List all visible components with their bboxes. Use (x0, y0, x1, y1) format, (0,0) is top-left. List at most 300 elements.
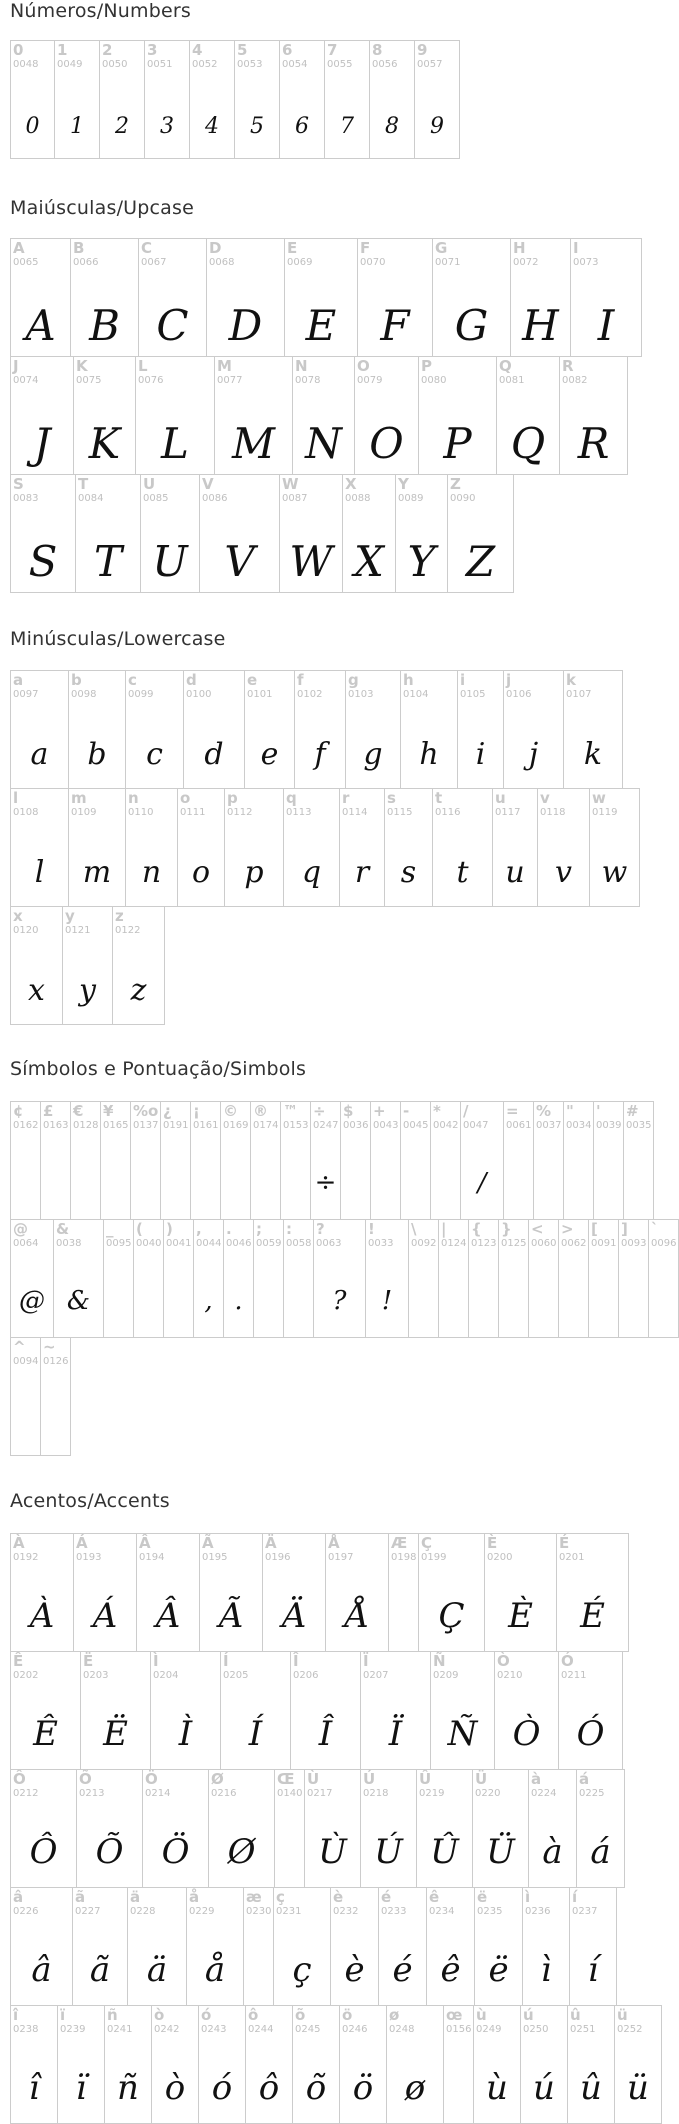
glyph-code-label: 0037 (536, 1120, 562, 1131)
glyph-character-label: 1 (57, 41, 68, 59)
glyph-cell (76, 1769, 143, 1888)
glyph-cell (324, 40, 370, 159)
glyph-sample: 5 (250, 114, 264, 139)
glyph-code-label: 0098 (71, 689, 97, 700)
glyph-cell (68, 670, 126, 789)
glyph-sample: Ï (388, 1714, 403, 1754)
glyph-character-label: à (531, 1770, 542, 1788)
glyph-cell (520, 2005, 568, 2124)
glyph-sample: 4 (205, 114, 219, 139)
glyph-cell (563, 1101, 594, 1220)
section-title-symbols: Símbolos e Pontuação/Simbols (10, 1058, 307, 1080)
glyph-sample: î (28, 2068, 40, 2108)
glyph-character-label: Ú (363, 1770, 376, 1788)
glyph-character-label: Z (450, 475, 461, 493)
glyph-character-label: m (71, 789, 87, 807)
glyph-sample: ê (440, 1950, 461, 1990)
glyph-code-label: 0205 (223, 1670, 249, 1681)
glyph-cell (570, 238, 642, 357)
glyph-cell (558, 1651, 623, 1770)
glyph-code-label: 0238 (13, 2024, 39, 2035)
glyph-cell (40, 1337, 71, 1456)
glyph-cell (354, 356, 419, 475)
glyph-code-label: 0123 (471, 1238, 497, 1249)
glyph-sample: c (146, 737, 163, 772)
glyph-code-label: 0165 (103, 1120, 129, 1131)
glyph-code-label: 0097 (13, 689, 39, 700)
glyph-sample: Í (248, 1714, 263, 1754)
glyph-character-label: _ (106, 1220, 114, 1238)
glyph-character-label: S (13, 475, 24, 493)
glyph-sample: Â (155, 1596, 181, 1636)
glyph-sample: Û (430, 1832, 459, 1872)
glyph-cell (558, 1219, 589, 1338)
glyph-cell (325, 1533, 389, 1652)
glyph-character-label: " (566, 1102, 574, 1120)
glyph-character-label: %o (133, 1102, 159, 1120)
glyph-sample: a (30, 737, 49, 772)
glyph-cell (193, 1219, 224, 1338)
glyph-cell (430, 1651, 495, 1770)
glyph-sample: õ (305, 2068, 327, 2108)
glyph-code-label: 0161 (193, 1120, 219, 1131)
glyph-character-label: x (13, 907, 23, 925)
glyph-sample: Ã (218, 1596, 244, 1636)
glyph-sample: Õ (95, 1832, 124, 1872)
glyph-character-label: å (189, 1888, 200, 1906)
glyph-sample: . (234, 1286, 243, 1316)
glyph-sample: J (33, 419, 51, 468)
glyph-character-label: Q (499, 357, 512, 375)
glyph-code-label: 0162 (13, 1120, 39, 1131)
glyph-character-label: Í (223, 1652, 229, 1670)
glyph-character-label: 3 (147, 41, 158, 59)
glyph-character-label: ñ (107, 2006, 118, 2024)
glyph-cell (214, 356, 293, 475)
glyph-character-label: 4 (192, 41, 203, 59)
glyph-code-label: 0038 (56, 1238, 82, 1249)
glyph-character-label: È (487, 1534, 498, 1552)
glyph-character-label: ö (342, 2006, 353, 2024)
glyph-code-label: 0197 (328, 1552, 354, 1563)
glyph-character-label: ( (136, 1220, 143, 1238)
glyph-character-label: h (403, 671, 414, 689)
glyph-sample: 8 (385, 114, 399, 139)
glyph-code-label: 0091 (591, 1238, 617, 1249)
glyph-code-label: 0070 (360, 257, 386, 268)
glyph-sample: d (204, 737, 224, 772)
glyph-character-label: 8 (372, 41, 383, 59)
glyph-character-label: ó (201, 2006, 212, 2024)
glyph-code-label: 0111 (180, 807, 206, 818)
glyph-character-label: E (287, 239, 298, 257)
glyph-character-label: 2 (102, 41, 113, 59)
glyph-code-label: 0051 (147, 59, 173, 70)
glyph-code-label: 0156 (446, 2024, 472, 2035)
glyph-code-label: 0247 (313, 1120, 339, 1131)
glyph-code-label: 0194 (139, 1552, 165, 1563)
glyph-character-label: ø (389, 2006, 400, 2024)
glyph-code-label: 0116 (435, 807, 461, 818)
glyph-cell (199, 1533, 263, 1652)
glyph-cell (125, 788, 178, 907)
glyph-cell (54, 40, 100, 159)
glyph-character-label: Õ (79, 1770, 92, 1788)
glyph-code-label: 0035 (626, 1120, 652, 1131)
glyph-character-label: k (566, 671, 576, 689)
glyph-character-label: f (297, 671, 304, 689)
glyph-cell (10, 1769, 77, 1888)
glyph-cell (10, 1337, 41, 1456)
glyph-character-label: © (223, 1102, 238, 1120)
glyph-code-label: 0137 (133, 1120, 159, 1131)
glyph-sample: p (244, 855, 264, 890)
glyph-code-label: 0064 (13, 1238, 39, 1249)
glyph-cell (199, 474, 280, 593)
glyph-character-label: W (282, 475, 299, 493)
glyph-character-label: X (345, 475, 357, 493)
glyph-sample: C (156, 301, 189, 350)
glyph-character-label: j (506, 671, 512, 689)
glyph-cell (220, 1101, 251, 1220)
glyph-character-label: / (463, 1102, 469, 1120)
glyph-code-label: 0220 (475, 1788, 501, 1799)
glyph-cell (151, 2005, 199, 2124)
glyph-sample: 3 (160, 114, 174, 139)
glyph-cell (136, 1533, 200, 1652)
glyph-sample: 6 (295, 114, 309, 139)
glyph-code-label: 0163 (43, 1120, 69, 1131)
glyph-character-label: ; (256, 1220, 262, 1238)
glyph-code-label: 0227 (75, 1906, 101, 1917)
glyph-sample: ô (258, 2068, 280, 2108)
glyph-character-label: J (13, 357, 19, 375)
glyph-code-label: 0059 (256, 1238, 282, 1249)
glyph-cell (189, 40, 235, 159)
glyph-code-label: 0046 (226, 1238, 252, 1249)
glyph-character-label: ü (617, 2006, 628, 2024)
glyph-character-label: y (65, 907, 75, 925)
glyph-cell (339, 788, 385, 907)
glyph-code-label: 0104 (403, 689, 429, 700)
glyph-sample: û (580, 2068, 602, 2108)
glyph-character-label: c (128, 671, 137, 689)
glyph-sample: & (66, 1286, 91, 1316)
glyph-code-label: 0224 (531, 1788, 557, 1799)
glyph-cell (503, 1101, 534, 1220)
glyph-cell (75, 474, 141, 593)
glyph-character-label: Ë (83, 1652, 94, 1670)
glyph-sample: B (89, 301, 120, 350)
glyph-code-label: 0072 (513, 257, 539, 268)
glyph-code-label: 0094 (13, 1356, 39, 1367)
section-title-numbers: Números/Numbers (10, 0, 191, 22)
glyph-code-label: 0087 (282, 493, 308, 504)
glyph-sample: Î (318, 1714, 333, 1754)
glyph-cell (10, 356, 74, 475)
glyph-cell (457, 670, 504, 789)
glyph-code-label: 0213 (79, 1788, 105, 1799)
glyph-code-label: 0212 (13, 1788, 39, 1799)
glyph-sample: ö (352, 2068, 374, 2108)
glyph-code-label: 0108 (13, 807, 39, 818)
glyph-sample: R (577, 419, 610, 468)
glyph-code-label: 0234 (429, 1906, 455, 1917)
glyph-code-label: 0120 (13, 925, 39, 936)
glyph-code-label: 0229 (189, 1906, 215, 1917)
glyph-code-label: 0060 (531, 1238, 557, 1249)
glyph-character-label: . (226, 1220, 232, 1238)
glyph-character-label: l (13, 789, 19, 807)
glyph-sample: ú (533, 2068, 555, 2108)
glyph-cell (112, 906, 165, 1025)
glyph-sample: x (28, 973, 45, 1008)
glyph-sample: ì (540, 1950, 552, 1990)
glyph-character-label: @ (13, 1220, 28, 1238)
glyph-cell (142, 1769, 209, 1888)
glyph-character-label: Á (76, 1534, 88, 1552)
glyph-cell (345, 670, 401, 789)
glyph-sample: Ö (161, 1832, 190, 1872)
glyph-sample: 0 (25, 114, 40, 139)
glyph-character-label: L (138, 357, 148, 375)
glyph-cell (283, 788, 340, 907)
glyph-sample: v (555, 855, 572, 890)
glyph-cell (496, 356, 560, 475)
glyph-character-label: ë (477, 1888, 488, 1906)
glyph-cell (426, 1887, 475, 2006)
glyph-code-label: 0118 (540, 807, 566, 818)
glyph-code-label: 0112 (227, 807, 253, 818)
glyph-code-label: 0237 (572, 1906, 598, 1917)
glyph-character-label: % (536, 1102, 552, 1120)
glyph-sample: Ó (576, 1714, 605, 1754)
glyph-cell (72, 1887, 128, 2006)
glyph-code-label: 0052 (192, 59, 218, 70)
glyph-sample: Ø (227, 1832, 256, 1872)
glyph-cell (494, 1651, 559, 1770)
glyph-code-label: 0236 (525, 1906, 551, 1917)
glyph-cell (100, 1101, 131, 1220)
glyph-character-label: ò (154, 2006, 165, 2024)
glyph-code-label: 0245 (295, 2024, 321, 2035)
glyph-character-label: Ù (307, 1770, 320, 1788)
glyph-code-label: 0239 (60, 2024, 86, 2035)
glyph-cell (460, 1101, 504, 1220)
glyph-cell (533, 1101, 564, 1220)
glyph-cell (53, 1219, 104, 1338)
glyph-cell (623, 1101, 654, 1220)
glyph-character-label: ^ (13, 1338, 26, 1356)
glyph-cell (492, 788, 538, 907)
glyph-code-label: 0231 (276, 1906, 302, 1917)
glyph-cell (280, 1101, 311, 1220)
glyph-cell (290, 1651, 361, 1770)
glyph-sample: k (583, 737, 603, 772)
glyph-cell (125, 670, 184, 789)
glyph-cell (70, 1101, 101, 1220)
glyph-code-label: 0225 (579, 1788, 605, 1799)
glyph-cell (340, 1101, 371, 1220)
glyph-sample: ë (488, 1950, 509, 1990)
glyph-cell (342, 474, 396, 593)
glyph-cell (70, 238, 139, 357)
glyph-cell (10, 2005, 58, 2124)
glyph-cell (130, 1101, 161, 1220)
glyph-cell (468, 1219, 499, 1338)
glyph-character-label: ] (621, 1220, 628, 1238)
glyph-cell (569, 1887, 617, 2006)
glyph-cell (57, 2005, 105, 2124)
glyph-cell (567, 2005, 615, 2124)
glyph-code-label: 0045 (403, 1120, 429, 1131)
glyph-code-label: 0117 (495, 807, 521, 818)
glyph-cell (388, 1533, 419, 1652)
glyph-character-label: r (342, 789, 350, 807)
glyph-sample: 1 (70, 114, 84, 139)
glyph-character-label: H (513, 239, 526, 257)
glyph-character-label: ® (253, 1102, 268, 1120)
glyph-cell (369, 40, 415, 159)
glyph-character-label: Ì (153, 1652, 159, 1670)
glyph-code-label: 0063 (316, 1238, 342, 1249)
glyph-sample: I (597, 301, 615, 350)
glyph-sample: P (443, 419, 472, 468)
glyph-character-label: U (143, 475, 156, 493)
glyph-sample: ? (332, 1286, 347, 1316)
glyph-cell (40, 1101, 71, 1220)
glyph-code-label: 0210 (497, 1670, 523, 1681)
glyph-character-label: À (13, 1534, 25, 1552)
glyph-sample: t (456, 855, 469, 890)
glyph-cell (438, 1219, 469, 1338)
glyph-cell (443, 2005, 474, 2124)
glyph-code-label: 0083 (13, 493, 39, 504)
glyph-character-label: Û (419, 1770, 432, 1788)
glyph-code-label: 0054 (282, 59, 308, 70)
glyph-code-label: 0078 (295, 375, 321, 386)
glyph-code-label: 0203 (83, 1670, 109, 1681)
glyph-sample: , (204, 1286, 213, 1316)
glyph-cell (198, 2005, 246, 2124)
glyph-sample: D (228, 301, 263, 350)
glyph-cell (73, 356, 136, 475)
glyph-sample: W (289, 537, 333, 586)
glyph-code-label: 0204 (153, 1670, 179, 1681)
glyph-cell (473, 2005, 521, 2124)
glyph-code-label: 0042 (433, 1120, 459, 1131)
glyph-cell (360, 1651, 431, 1770)
glyph-sample: Ç (438, 1596, 465, 1636)
glyph-sample: Z (465, 537, 496, 586)
glyph-character-label: Y (398, 475, 409, 493)
glyph-code-label: 0201 (559, 1552, 585, 1563)
glyph-cell (223, 1219, 254, 1338)
glyph-character-label: ¿ (163, 1102, 172, 1120)
glyph-cell (472, 1769, 529, 1888)
glyph-sample: Á (92, 1596, 118, 1636)
glyph-code-label: 0192 (13, 1552, 39, 1563)
glyph-character-label: [ (591, 1220, 598, 1238)
glyph-code-label: 0077 (217, 375, 243, 386)
glyph-character-label: - (403, 1102, 410, 1120)
glyph-character-label: & (56, 1220, 70, 1238)
glyph-code-label: 0076 (138, 375, 164, 386)
glyph-character-label: æ (246, 1888, 262, 1906)
glyph-sample: Ä (281, 1596, 307, 1636)
glyph-character-label: 7 (327, 41, 338, 59)
glyph-character-label: Ô (13, 1770, 26, 1788)
glyph-character-label: b (71, 671, 82, 689)
glyph-sample: à (542, 1832, 563, 1872)
glyph-sample: Ì (178, 1714, 193, 1754)
glyph-sample: Å (344, 1596, 370, 1636)
glyph-sample: S (28, 537, 58, 586)
glyph-cell (10, 1533, 74, 1652)
glyph-cell (160, 1101, 191, 1220)
glyph-code-label: 0122 (115, 925, 141, 936)
glyph-code-label: 0115 (387, 807, 413, 818)
section-title-lower: Minúsculas/Lowercase (10, 628, 226, 650)
glyph-code-label: 0095 (106, 1238, 132, 1249)
glyph-code-label: 0219 (419, 1788, 445, 1799)
glyph-code-label: 0128 (73, 1120, 99, 1131)
glyph-cell (10, 474, 76, 593)
glyph-code-label: 0062 (561, 1238, 587, 1249)
glyph-character-label: w (592, 789, 606, 807)
glyph-code-label: 0079 (357, 375, 383, 386)
glyph-code-label: 0053 (237, 59, 263, 70)
glyph-cell (279, 40, 325, 159)
glyph-code-label: 0061 (506, 1120, 532, 1131)
glyph-cell (414, 40, 460, 159)
glyph-cell (395, 474, 448, 593)
glyph-character-label: î (13, 2006, 19, 2024)
glyph-sample: ù (486, 2068, 508, 2108)
glyph-code-label: 0071 (435, 257, 461, 268)
glyph-code-label: 0101 (247, 689, 273, 700)
glyph-character-label: õ (295, 2006, 306, 2024)
glyph-code-label: 0125 (501, 1238, 527, 1249)
glyph-sample: Ô (29, 1832, 58, 1872)
glyph-character-label: ä (130, 1888, 141, 1906)
glyph-code-label: 0067 (141, 257, 167, 268)
glyph-sample: F (380, 301, 410, 350)
glyph-character-label: C (141, 239, 153, 257)
glyph-code-label: 0057 (417, 59, 443, 70)
section-title-accents: Acentos/Accents (10, 1490, 170, 1512)
glyph-code-label: 0199 (421, 1552, 447, 1563)
glyph-code-label: 0214 (145, 1788, 171, 1799)
glyph-cell (432, 788, 493, 907)
glyph-sample: ø (404, 2068, 426, 2108)
glyph-cell (589, 788, 640, 907)
glyph-code-label: 0119 (592, 807, 618, 818)
glyph-character-label: V (202, 475, 214, 493)
glyph-character-label: s (387, 789, 396, 807)
glyph-character-label: | (441, 1220, 447, 1238)
glyph-cell (103, 1219, 134, 1338)
glyph-character-label: ù (476, 2006, 487, 2024)
glyph-sample: Ò (512, 1714, 541, 1754)
glyph-code-label: 0069 (287, 257, 313, 268)
glyph-character-label: 0 (13, 41, 24, 59)
glyph-sample: q (301, 855, 322, 890)
glyph-code-label: 0242 (154, 2024, 180, 2035)
glyph-cell (10, 1887, 73, 2006)
glyph-code-label: 0244 (248, 2024, 274, 2035)
glyph-code-label: 0100 (186, 689, 212, 700)
